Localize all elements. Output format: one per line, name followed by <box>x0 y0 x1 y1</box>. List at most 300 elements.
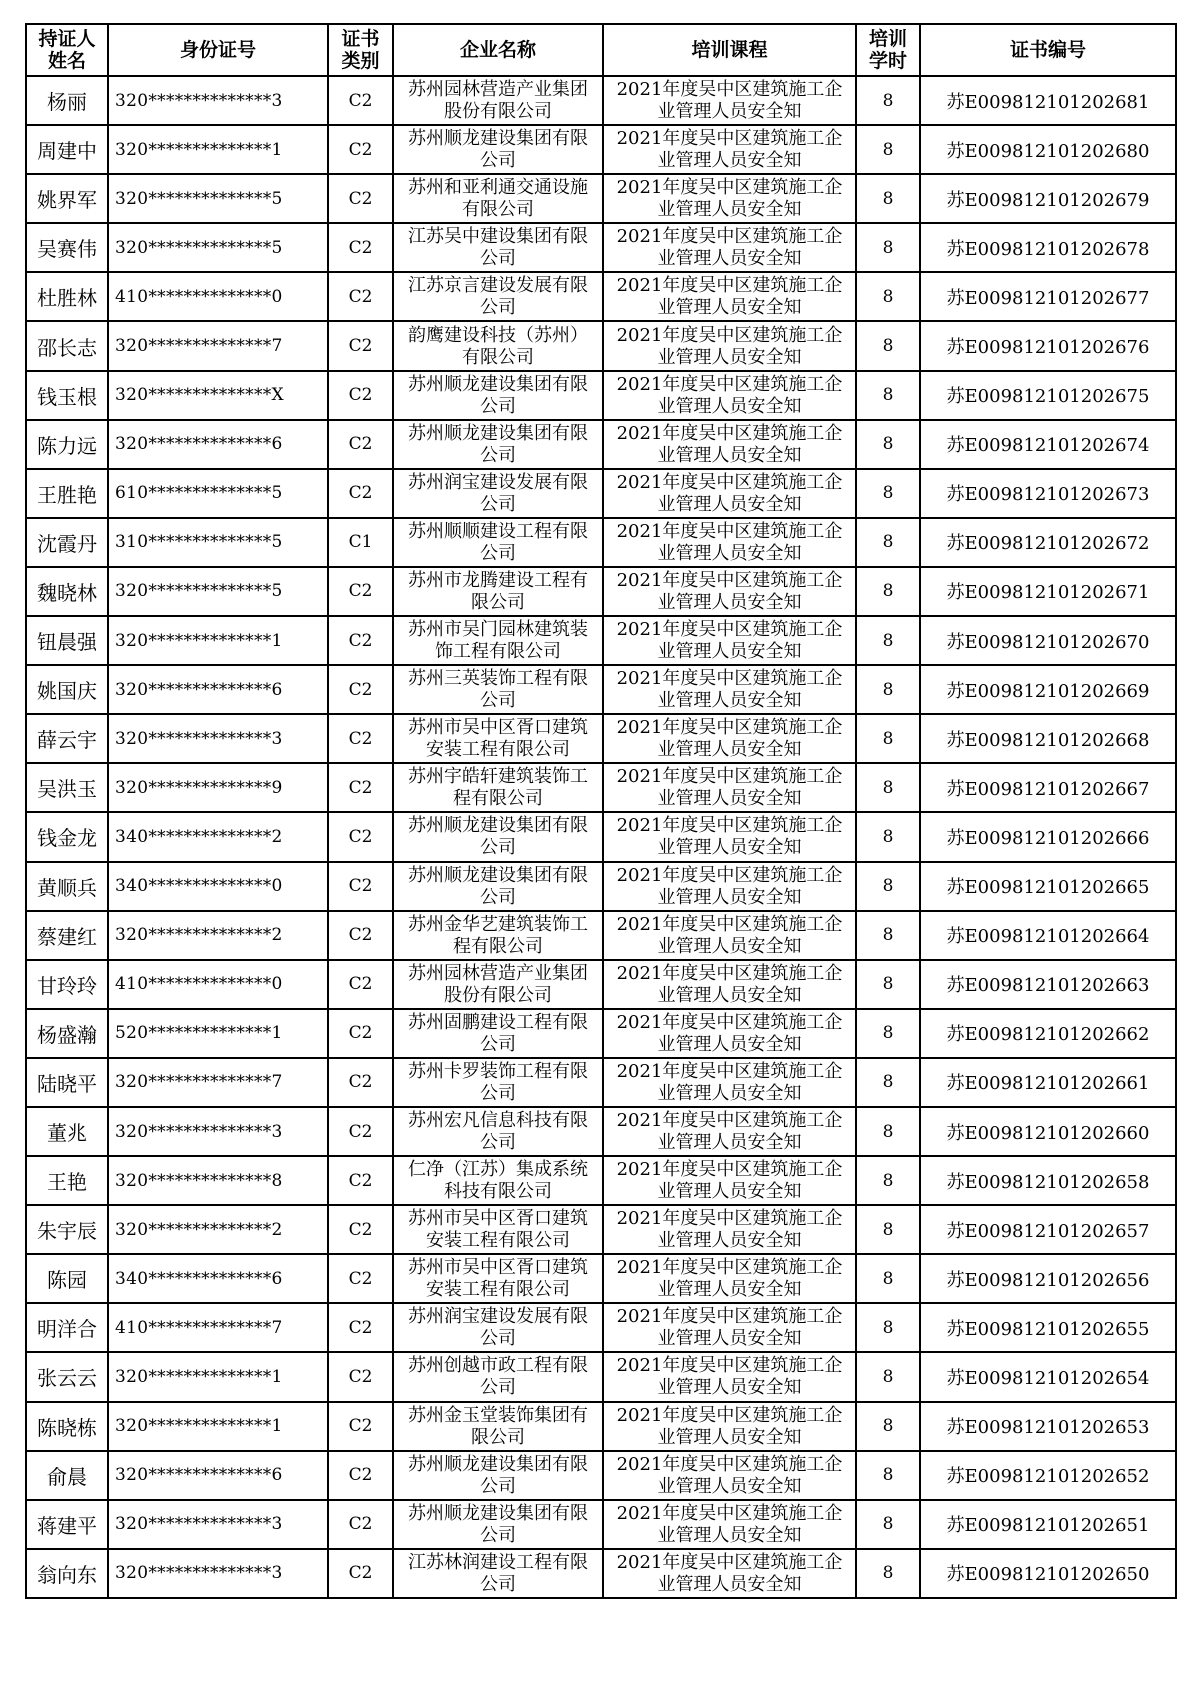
cell-company-text: 苏州顺龙建设集团有限公司 <box>408 373 588 417</box>
cell-cert-number: 苏E009812101202681 <box>920 76 1176 125</box>
cell-cert-number: 苏E009812101202673 <box>920 469 1176 518</box>
certificate-table <box>25 23 1177 1599</box>
cell-course-text: 2021年度吴中区建筑施工企业管理人员安全知 <box>616 1404 843 1448</box>
cell-course-text: 2021年度吴中区建筑施工企业管理人员安全知 <box>616 1060 843 1104</box>
table-row <box>26 616 1176 665</box>
cell-course-text: 2021年度吴中区建筑施工企业管理人员安全知 <box>616 275 843 319</box>
table-row <box>26 125 1176 174</box>
cell-cert-number: 苏E009812101202669 <box>920 665 1176 714</box>
cell-cert-number: 苏E009812101202675 <box>920 371 1176 420</box>
cell-course <box>603 174 856 223</box>
cell-hours: 8 <box>856 371 920 420</box>
cell-holder-name: 杨丽 <box>26 76 108 125</box>
cell-company <box>393 911 603 960</box>
cell-course-text: 2021年度吴中区建筑施工企业管理人员安全知 <box>616 717 843 761</box>
cell-id-number: 320**************6 <box>108 420 328 469</box>
cell-company-text: 苏州三英装饰工程有限公司 <box>408 668 588 712</box>
table-row <box>26 371 1176 420</box>
cell-id-number: 320**************5 <box>108 174 328 223</box>
cell-holder-name: 王胜艳 <box>26 469 108 518</box>
cell-course-text: 2021年度吴中区建筑施工企业管理人员安全知 <box>616 1110 843 1154</box>
cell-company <box>393 616 603 665</box>
cell-hours: 8 <box>856 1254 920 1303</box>
cell-cert-category: C2 <box>328 1402 393 1451</box>
cell-hours: 8 <box>856 812 920 861</box>
cell-company <box>393 1402 603 1451</box>
cell-company <box>393 1451 603 1500</box>
cell-cert-number: 苏E009812101202678 <box>920 223 1176 272</box>
cell-company-text: 苏州顺顺建设工程有限公司 <box>408 520 588 564</box>
cell-course-text: 2021年度吴中区建筑施工企业管理人员安全知 <box>616 569 843 613</box>
cell-course-text: 2021年度吴中区建筑施工企业管理人员安全知 <box>616 471 843 515</box>
cell-course <box>603 76 856 125</box>
cell-hours: 8 <box>856 125 920 174</box>
cell-hours: 8 <box>856 1058 920 1107</box>
cell-cert-number: 苏E009812101202679 <box>920 174 1176 223</box>
cell-cert-category: C2 <box>328 223 393 272</box>
cell-course-text: 2021年度吴中区建筑施工企业管理人员安全知 <box>616 1502 843 1546</box>
cell-company-text: 苏州和亚利通交通设施有限公司 <box>408 177 588 221</box>
table-row <box>26 321 1176 370</box>
table-row <box>26 812 1176 861</box>
cell-course <box>603 272 856 321</box>
cell-company <box>393 1254 603 1303</box>
cell-cert-category: C2 <box>328 1205 393 1254</box>
cell-course-text: 2021年度吴中区建筑施工企业管理人员安全知 <box>616 668 843 712</box>
header-holder-name: 持证人姓名 <box>26 24 108 76</box>
cell-holder-name: 张云云 <box>26 1352 108 1401</box>
cell-cert-category: C2 <box>328 960 393 1009</box>
cell-cert-category: C2 <box>328 1549 393 1598</box>
cell-course-text: 2021年度吴中区建筑施工企业管理人员安全知 <box>616 128 843 172</box>
cell-hours: 8 <box>856 1500 920 1549</box>
cell-company <box>393 1156 603 1205</box>
cell-cert-category: C2 <box>328 1254 393 1303</box>
table-row <box>26 174 1176 223</box>
cell-cert-category: C2 <box>328 567 393 616</box>
cell-company <box>393 1303 603 1352</box>
cell-cert-category: C2 <box>328 1500 393 1549</box>
cell-course <box>603 1352 856 1401</box>
cell-company-text: 苏州卡罗装饰工程有限公司 <box>408 1060 588 1104</box>
cell-hours: 8 <box>856 1107 920 1156</box>
cell-company-text: 江苏京言建设发展有限公司 <box>408 275 588 319</box>
cell-holder-name: 明洋合 <box>26 1303 108 1352</box>
cell-course-text: 2021年度吴中区建筑施工企业管理人员安全知 <box>616 1551 843 1595</box>
cell-company-text: 苏州固鹏建设工程有限公司 <box>408 1011 588 1055</box>
cell-course <box>603 911 856 960</box>
cell-id-number: 320**************1 <box>108 125 328 174</box>
table-row <box>26 665 1176 714</box>
cell-cert-number: 苏E009812101202657 <box>920 1205 1176 1254</box>
cell-company <box>393 76 603 125</box>
cell-company <box>393 862 603 911</box>
cell-cert-category: C2 <box>328 1451 393 1500</box>
cell-company <box>393 960 603 1009</box>
cell-course-text: 2021年度吴中区建筑施工企业管理人员安全知 <box>616 619 843 663</box>
cell-id-number: 320**************3 <box>108 1549 328 1598</box>
cell-id-number: 320**************2 <box>108 1205 328 1254</box>
cell-course-text: 2021年度吴中区建筑施工企业管理人员安全知 <box>616 177 843 221</box>
header-cert-category: 证书类别 <box>328 24 393 76</box>
cell-cert-number: 苏E009812101202674 <box>920 420 1176 469</box>
cell-course <box>603 371 856 420</box>
cell-cert-number: 苏E009812101202670 <box>920 616 1176 665</box>
cell-company <box>393 518 603 567</box>
table-row <box>26 1451 1176 1500</box>
cell-course-text: 2021年度吴中区建筑施工企业管理人员安全知 <box>616 913 843 957</box>
cell-course <box>603 763 856 812</box>
cell-id-number: 320**************5 <box>108 223 328 272</box>
cell-company-text: 苏州金玉堂装饰集团有限公司 <box>408 1404 588 1448</box>
cell-id-number: 320**************5 <box>108 567 328 616</box>
cell-id-number: 320**************2 <box>108 911 328 960</box>
cell-company <box>393 665 603 714</box>
cell-course-text: 2021年度吴中区建筑施工企业管理人员安全知 <box>616 373 843 417</box>
cell-hours: 8 <box>856 960 920 1009</box>
cell-company-text: 苏州市吴中区胥口建筑安装工程有限公司 <box>408 1208 588 1252</box>
cell-company <box>393 763 603 812</box>
cell-holder-name: 邵长志 <box>26 321 108 370</box>
cell-company-text: 苏州润宝建设发展有限公司 <box>408 1306 588 1350</box>
header-course: 培训课程 <box>603 24 856 76</box>
cell-course-text: 2021年度吴中区建筑施工企业管理人员安全知 <box>616 226 843 270</box>
cell-id-number: 340**************0 <box>108 862 328 911</box>
cell-cert-number: 苏E009812101202672 <box>920 518 1176 567</box>
cell-id-number: 320**************3 <box>108 76 328 125</box>
table-row <box>26 1205 1176 1254</box>
cell-holder-name: 姚国庆 <box>26 665 108 714</box>
cell-company <box>393 1009 603 1058</box>
cell-id-number: 320**************1 <box>108 616 328 665</box>
cell-course <box>603 518 856 567</box>
cell-company <box>393 1058 603 1107</box>
table-row <box>26 1107 1176 1156</box>
cell-cert-category: C2 <box>328 371 393 420</box>
cell-holder-name: 陈园 <box>26 1254 108 1303</box>
cell-course <box>603 1156 856 1205</box>
cell-company <box>393 223 603 272</box>
cell-cert-number: 苏E009812101202665 <box>920 862 1176 911</box>
cell-hours: 8 <box>856 1549 920 1598</box>
cell-company-text: 苏州金华艺建筑装饰工程有限公司 <box>408 913 588 957</box>
cell-company-text: 苏州市吴门园林建筑装饰工程有限公司 <box>408 619 588 663</box>
cell-cert-number: 苏E009812101202663 <box>920 960 1176 1009</box>
cell-company-text: 江苏吴中建设集团有限公司 <box>408 226 588 270</box>
table-row <box>26 911 1176 960</box>
cell-course-text: 2021年度吴中区建筑施工企业管理人员安全知 <box>616 1011 843 1055</box>
cell-holder-name: 姚界军 <box>26 174 108 223</box>
cell-course <box>603 1254 856 1303</box>
cell-course-text: 2021年度吴中区建筑施工企业管理人员安全知 <box>616 1159 843 1203</box>
cell-id-number: 410**************0 <box>108 272 328 321</box>
cell-cert-category: C2 <box>328 812 393 861</box>
cell-course <box>603 714 856 763</box>
cell-id-number: 320**************3 <box>108 1500 328 1549</box>
cell-course <box>603 223 856 272</box>
cell-company <box>393 371 603 420</box>
table-row <box>26 714 1176 763</box>
cell-cert-number: 苏E009812101202662 <box>920 1009 1176 1058</box>
cell-id-number: 320**************6 <box>108 665 328 714</box>
cell-id-number: 320**************1 <box>108 1352 328 1401</box>
cell-holder-name: 陆晓平 <box>26 1058 108 1107</box>
cell-hours: 8 <box>856 1352 920 1401</box>
cell-course <box>603 1402 856 1451</box>
cell-cert-number: 苏E009812101202666 <box>920 812 1176 861</box>
cell-holder-name: 钱玉根 <box>26 371 108 420</box>
cell-company-text: 苏州市吴中区胥口建筑安装工程有限公司 <box>408 717 588 761</box>
cell-course <box>603 420 856 469</box>
cell-id-number: 320**************3 <box>108 1107 328 1156</box>
cell-hours: 8 <box>856 1156 920 1205</box>
cell-company <box>393 1549 603 1598</box>
cell-cert-number: 苏E009812101202677 <box>920 272 1176 321</box>
cell-cert-number: 苏E009812101202671 <box>920 567 1176 616</box>
cell-company-text: 苏州园林营造产业集团股份有限公司 <box>408 962 588 1006</box>
cell-holder-name: 魏晓林 <box>26 567 108 616</box>
cell-id-number: 320**************7 <box>108 1058 328 1107</box>
cell-cert-category: C2 <box>328 714 393 763</box>
header-company: 企业名称 <box>393 24 603 76</box>
cell-course <box>603 1451 856 1500</box>
cell-hours: 8 <box>856 76 920 125</box>
header-cert-number: 证书编号 <box>920 24 1176 76</box>
cell-cert-category: C2 <box>328 76 393 125</box>
cell-cert-category: C2 <box>328 174 393 223</box>
cell-course <box>603 469 856 518</box>
cell-cert-number: 苏E009812101202650 <box>920 1549 1176 1598</box>
cell-cert-category: C2 <box>328 911 393 960</box>
cell-company-text: 苏州市吴中区胥口建筑安装工程有限公司 <box>408 1257 588 1301</box>
cell-holder-name: 杨盛瀚 <box>26 1009 108 1058</box>
cell-id-number: 320**************1 <box>108 1402 328 1451</box>
cell-course <box>603 321 856 370</box>
cell-course <box>603 1107 856 1156</box>
cell-course <box>603 125 856 174</box>
table-row <box>26 420 1176 469</box>
table-row <box>26 1254 1176 1303</box>
cell-hours: 8 <box>856 763 920 812</box>
cell-cert-category: C2 <box>328 321 393 370</box>
cell-cert-category: C2 <box>328 1009 393 1058</box>
cell-course <box>603 616 856 665</box>
cell-company <box>393 567 603 616</box>
cell-holder-name: 吴赛伟 <box>26 223 108 272</box>
cell-hours: 8 <box>856 616 920 665</box>
cell-course <box>603 1009 856 1058</box>
cell-company-text: 苏州市龙腾建设工程有限公司 <box>408 569 588 613</box>
cell-id-number: 610**************5 <box>108 469 328 518</box>
cell-holder-name: 钮晨强 <box>26 616 108 665</box>
table-row <box>26 1500 1176 1549</box>
table-row <box>26 76 1176 125</box>
cell-cert-category: C2 <box>328 469 393 518</box>
header-id-number: 身份证号 <box>108 24 328 76</box>
cell-company <box>393 812 603 861</box>
cell-cert-category: C2 <box>328 862 393 911</box>
cell-cert-category: C2 <box>328 272 393 321</box>
cell-hours: 8 <box>856 469 920 518</box>
cell-holder-name: 周建中 <box>26 125 108 174</box>
cell-hours: 8 <box>856 321 920 370</box>
cell-course-text: 2021年度吴中区建筑施工企业管理人员安全知 <box>616 815 843 859</box>
cell-company-text: 苏州宇皓轩建筑装饰工程有限公司 <box>408 766 588 810</box>
header-row <box>26 24 1176 76</box>
cell-cert-category: C2 <box>328 616 393 665</box>
cell-course-text: 2021年度吴中区建筑施工企业管理人员安全知 <box>616 422 843 466</box>
cell-hours: 8 <box>856 1009 920 1058</box>
table-row <box>26 1352 1176 1401</box>
cell-holder-name: 王艳 <box>26 1156 108 1205</box>
cell-holder-name: 蒋建平 <box>26 1500 108 1549</box>
table-row <box>26 1402 1176 1451</box>
cell-course-text: 2021年度吴中区建筑施工企业管理人员安全知 <box>616 1306 843 1350</box>
cell-company-text: 江苏林润建设工程有限公司 <box>408 1551 588 1595</box>
cell-course <box>603 1500 856 1549</box>
cell-holder-name: 吴洪玉 <box>26 763 108 812</box>
cell-hours: 8 <box>856 714 920 763</box>
cell-company-text: 苏州顺龙建设集团有限公司 <box>408 864 588 908</box>
cell-id-number: 320**************3 <box>108 714 328 763</box>
cell-company-text: 苏州顺龙建设集团有限公司 <box>408 422 588 466</box>
table-row <box>26 960 1176 1009</box>
cell-cert-number: 苏E009812101202656 <box>920 1254 1176 1303</box>
cell-cert-category: C2 <box>328 420 393 469</box>
table-row <box>26 1549 1176 1598</box>
cell-course <box>603 862 856 911</box>
cell-company-text: 苏州顺龙建设集团有限公司 <box>408 128 588 172</box>
cell-cert-number: 苏E009812101202660 <box>920 1107 1176 1156</box>
cell-course-text: 2021年度吴中区建筑施工企业管理人员安全知 <box>616 864 843 908</box>
cell-hours: 8 <box>856 1303 920 1352</box>
cell-hours: 8 <box>856 272 920 321</box>
table-body <box>26 76 1176 1598</box>
cell-cert-category: C2 <box>328 763 393 812</box>
cell-company <box>393 1352 603 1401</box>
cell-company <box>393 321 603 370</box>
cell-course <box>603 1549 856 1598</box>
cell-course <box>603 1205 856 1254</box>
table-row <box>26 272 1176 321</box>
table-row <box>26 469 1176 518</box>
cell-company <box>393 1205 603 1254</box>
table-row <box>26 763 1176 812</box>
cell-hours: 8 <box>856 1451 920 1500</box>
cell-company-text: 苏州创越市政工程有限公司 <box>408 1355 588 1399</box>
cell-hours: 8 <box>856 567 920 616</box>
cell-course-text: 2021年度吴中区建筑施工企业管理人员安全知 <box>616 1208 843 1252</box>
cell-course-text: 2021年度吴中区建筑施工企业管理人员安全知 <box>616 962 843 1006</box>
cell-company <box>393 469 603 518</box>
cell-cert-category: C2 <box>328 1156 393 1205</box>
cell-company-text: 苏州顺龙建设集团有限公司 <box>408 1453 588 1497</box>
cell-hours: 8 <box>856 862 920 911</box>
table-row <box>26 518 1176 567</box>
cell-course-text: 2021年度吴中区建筑施工企业管理人员安全知 <box>616 1257 843 1301</box>
cell-cert-number: 苏E009812101202661 <box>920 1058 1176 1107</box>
table-row <box>26 567 1176 616</box>
cell-cert-category: C2 <box>328 1352 393 1401</box>
cell-id-number: 320**************7 <box>108 321 328 370</box>
cell-id-number: 340**************6 <box>108 1254 328 1303</box>
cell-id-number: 410**************7 <box>108 1303 328 1352</box>
cell-company <box>393 272 603 321</box>
cell-id-number: 320**************X <box>108 371 328 420</box>
cell-course <box>603 665 856 714</box>
cell-holder-name: 陈晓栋 <box>26 1402 108 1451</box>
cell-company-text: 韵鹰建设科技（苏州）有限公司 <box>408 324 588 368</box>
cell-company <box>393 174 603 223</box>
cell-company-text: 苏州顺龙建设集团有限公司 <box>408 1502 588 1546</box>
cell-cert-number: 苏E009812101202654 <box>920 1352 1176 1401</box>
cell-holder-name: 钱金龙 <box>26 812 108 861</box>
cell-cert-number: 苏E009812101202680 <box>920 125 1176 174</box>
cell-course <box>603 1303 856 1352</box>
header-hours: 培训学时 <box>856 24 920 76</box>
cell-holder-name: 蔡建红 <box>26 911 108 960</box>
cell-course <box>603 960 856 1009</box>
cell-cert-number: 苏E009812101202668 <box>920 714 1176 763</box>
cell-course <box>603 812 856 861</box>
cell-company-text: 苏州顺龙建设集团有限公司 <box>408 815 588 859</box>
cell-hours: 8 <box>856 518 920 567</box>
cell-company-text: 苏州园林营造产业集团股份有限公司 <box>408 79 588 123</box>
cell-course <box>603 1058 856 1107</box>
cell-id-number: 320**************6 <box>108 1451 328 1500</box>
cell-cert-category: C2 <box>328 1107 393 1156</box>
cell-id-number: 320**************8 <box>108 1156 328 1205</box>
cell-cert-number: 苏E009812101202655 <box>920 1303 1176 1352</box>
table-row <box>26 1009 1176 1058</box>
cell-holder-name: 黄顺兵 <box>26 862 108 911</box>
cell-cert-number: 苏E009812101202658 <box>920 1156 1176 1205</box>
cell-course-text: 2021年度吴中区建筑施工企业管理人员安全知 <box>616 1453 843 1497</box>
cell-course-text: 2021年度吴中区建筑施工企业管理人员安全知 <box>616 79 843 123</box>
cell-cert-category: C2 <box>328 125 393 174</box>
cell-cert-category: C1 <box>328 518 393 567</box>
cell-course-text: 2021年度吴中区建筑施工企业管理人员安全知 <box>616 520 843 564</box>
cell-holder-name: 杜胜林 <box>26 272 108 321</box>
cell-company-text: 仁净（江苏）集成系统科技有限公司 <box>408 1159 588 1203</box>
cell-company <box>393 1107 603 1156</box>
cell-course-text: 2021年度吴中区建筑施工企业管理人员安全知 <box>616 766 843 810</box>
cell-cert-number: 苏E009812101202664 <box>920 911 1176 960</box>
cell-hours: 8 <box>856 665 920 714</box>
table-header <box>26 24 1176 76</box>
cell-company <box>393 714 603 763</box>
cell-cert-number: 苏E009812101202653 <box>920 1402 1176 1451</box>
cell-holder-name: 翁向东 <box>26 1549 108 1598</box>
cell-hours: 8 <box>856 1205 920 1254</box>
cell-company-text: 苏州润宝建设发展有限公司 <box>408 471 588 515</box>
cell-holder-name: 朱宇辰 <box>26 1205 108 1254</box>
table-row <box>26 1156 1176 1205</box>
cell-holder-name: 陈力远 <box>26 420 108 469</box>
cell-id-number: 320**************9 <box>108 763 328 812</box>
table-row <box>26 1058 1176 1107</box>
cell-cert-number: 苏E009812101202651 <box>920 1500 1176 1549</box>
cell-hours: 8 <box>856 223 920 272</box>
cell-company-text: 苏州宏凡信息科技有限公司 <box>408 1110 588 1154</box>
cell-cert-number: 苏E009812101202652 <box>920 1451 1176 1500</box>
cell-course <box>603 567 856 616</box>
cell-cert-number: 苏E009812101202667 <box>920 763 1176 812</box>
cell-hours: 8 <box>856 911 920 960</box>
cell-holder-name: 沈霞丹 <box>26 518 108 567</box>
cell-holder-name: 甘玲玲 <box>26 960 108 1009</box>
cell-holder-name: 董兆 <box>26 1107 108 1156</box>
